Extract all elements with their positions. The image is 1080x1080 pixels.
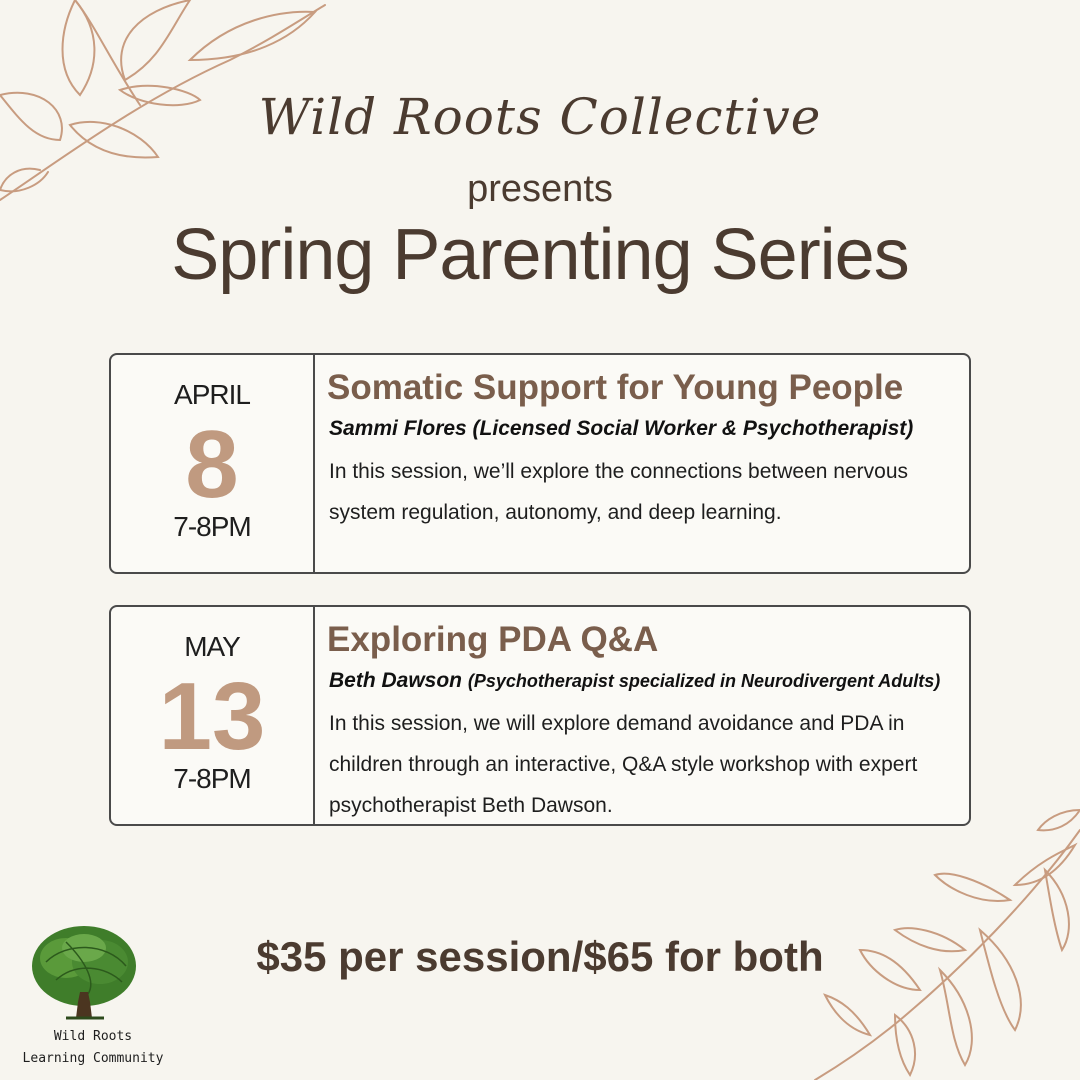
session-date xyxy=(111,607,315,824)
logo-line-2: Learning Community xyxy=(22,1051,164,1066)
session-description: In this session, we will explore demand avoidance and PDA in children through an interactive, Q&A style workshop with expert psychotherapist Beth Dawson. xyxy=(329,712,918,817)
organizer-name: Wild Roots Collective xyxy=(258,88,822,146)
session-speaker xyxy=(329,669,959,693)
pricing-text: $35 per session/$65 for both xyxy=(256,933,824,980)
session-title: Exploring PDA Q&A xyxy=(327,620,659,659)
speaker-name: Sammi Flores (Licensed Social Worker & Psychotherapist) xyxy=(329,417,914,440)
session-month: APRIL xyxy=(174,379,250,410)
org-logo xyxy=(18,922,164,1072)
session-info xyxy=(329,367,959,533)
session-card-april xyxy=(109,353,971,574)
speaker-name: Beth Dawson xyxy=(329,669,463,692)
session-time: 7-8PM xyxy=(173,511,251,542)
session-speaker xyxy=(329,417,959,441)
tree-icon xyxy=(26,922,146,1026)
session-description: In this session, we’ll explore the connections between nervous system regulation, autonomy, and deep learning. xyxy=(329,460,908,524)
session-date xyxy=(111,355,315,572)
session-card-may xyxy=(109,605,971,826)
session-time: 7-8PM xyxy=(173,763,251,794)
session-title: Somatic Support for Young People xyxy=(327,368,904,407)
logo-line-1: Wild Roots xyxy=(53,1029,133,1044)
session-info xyxy=(329,619,959,826)
session-day: 8 xyxy=(185,411,239,518)
speaker-role: (Psychotherapist specialized in Neurodivergent Adults) xyxy=(467,671,941,691)
session-day: 13 xyxy=(158,663,266,770)
session-month: MAY xyxy=(184,631,240,662)
logo-text xyxy=(18,1026,168,1070)
page-title: Spring Parenting Series xyxy=(171,215,909,295)
presents-label: presents xyxy=(467,168,613,210)
